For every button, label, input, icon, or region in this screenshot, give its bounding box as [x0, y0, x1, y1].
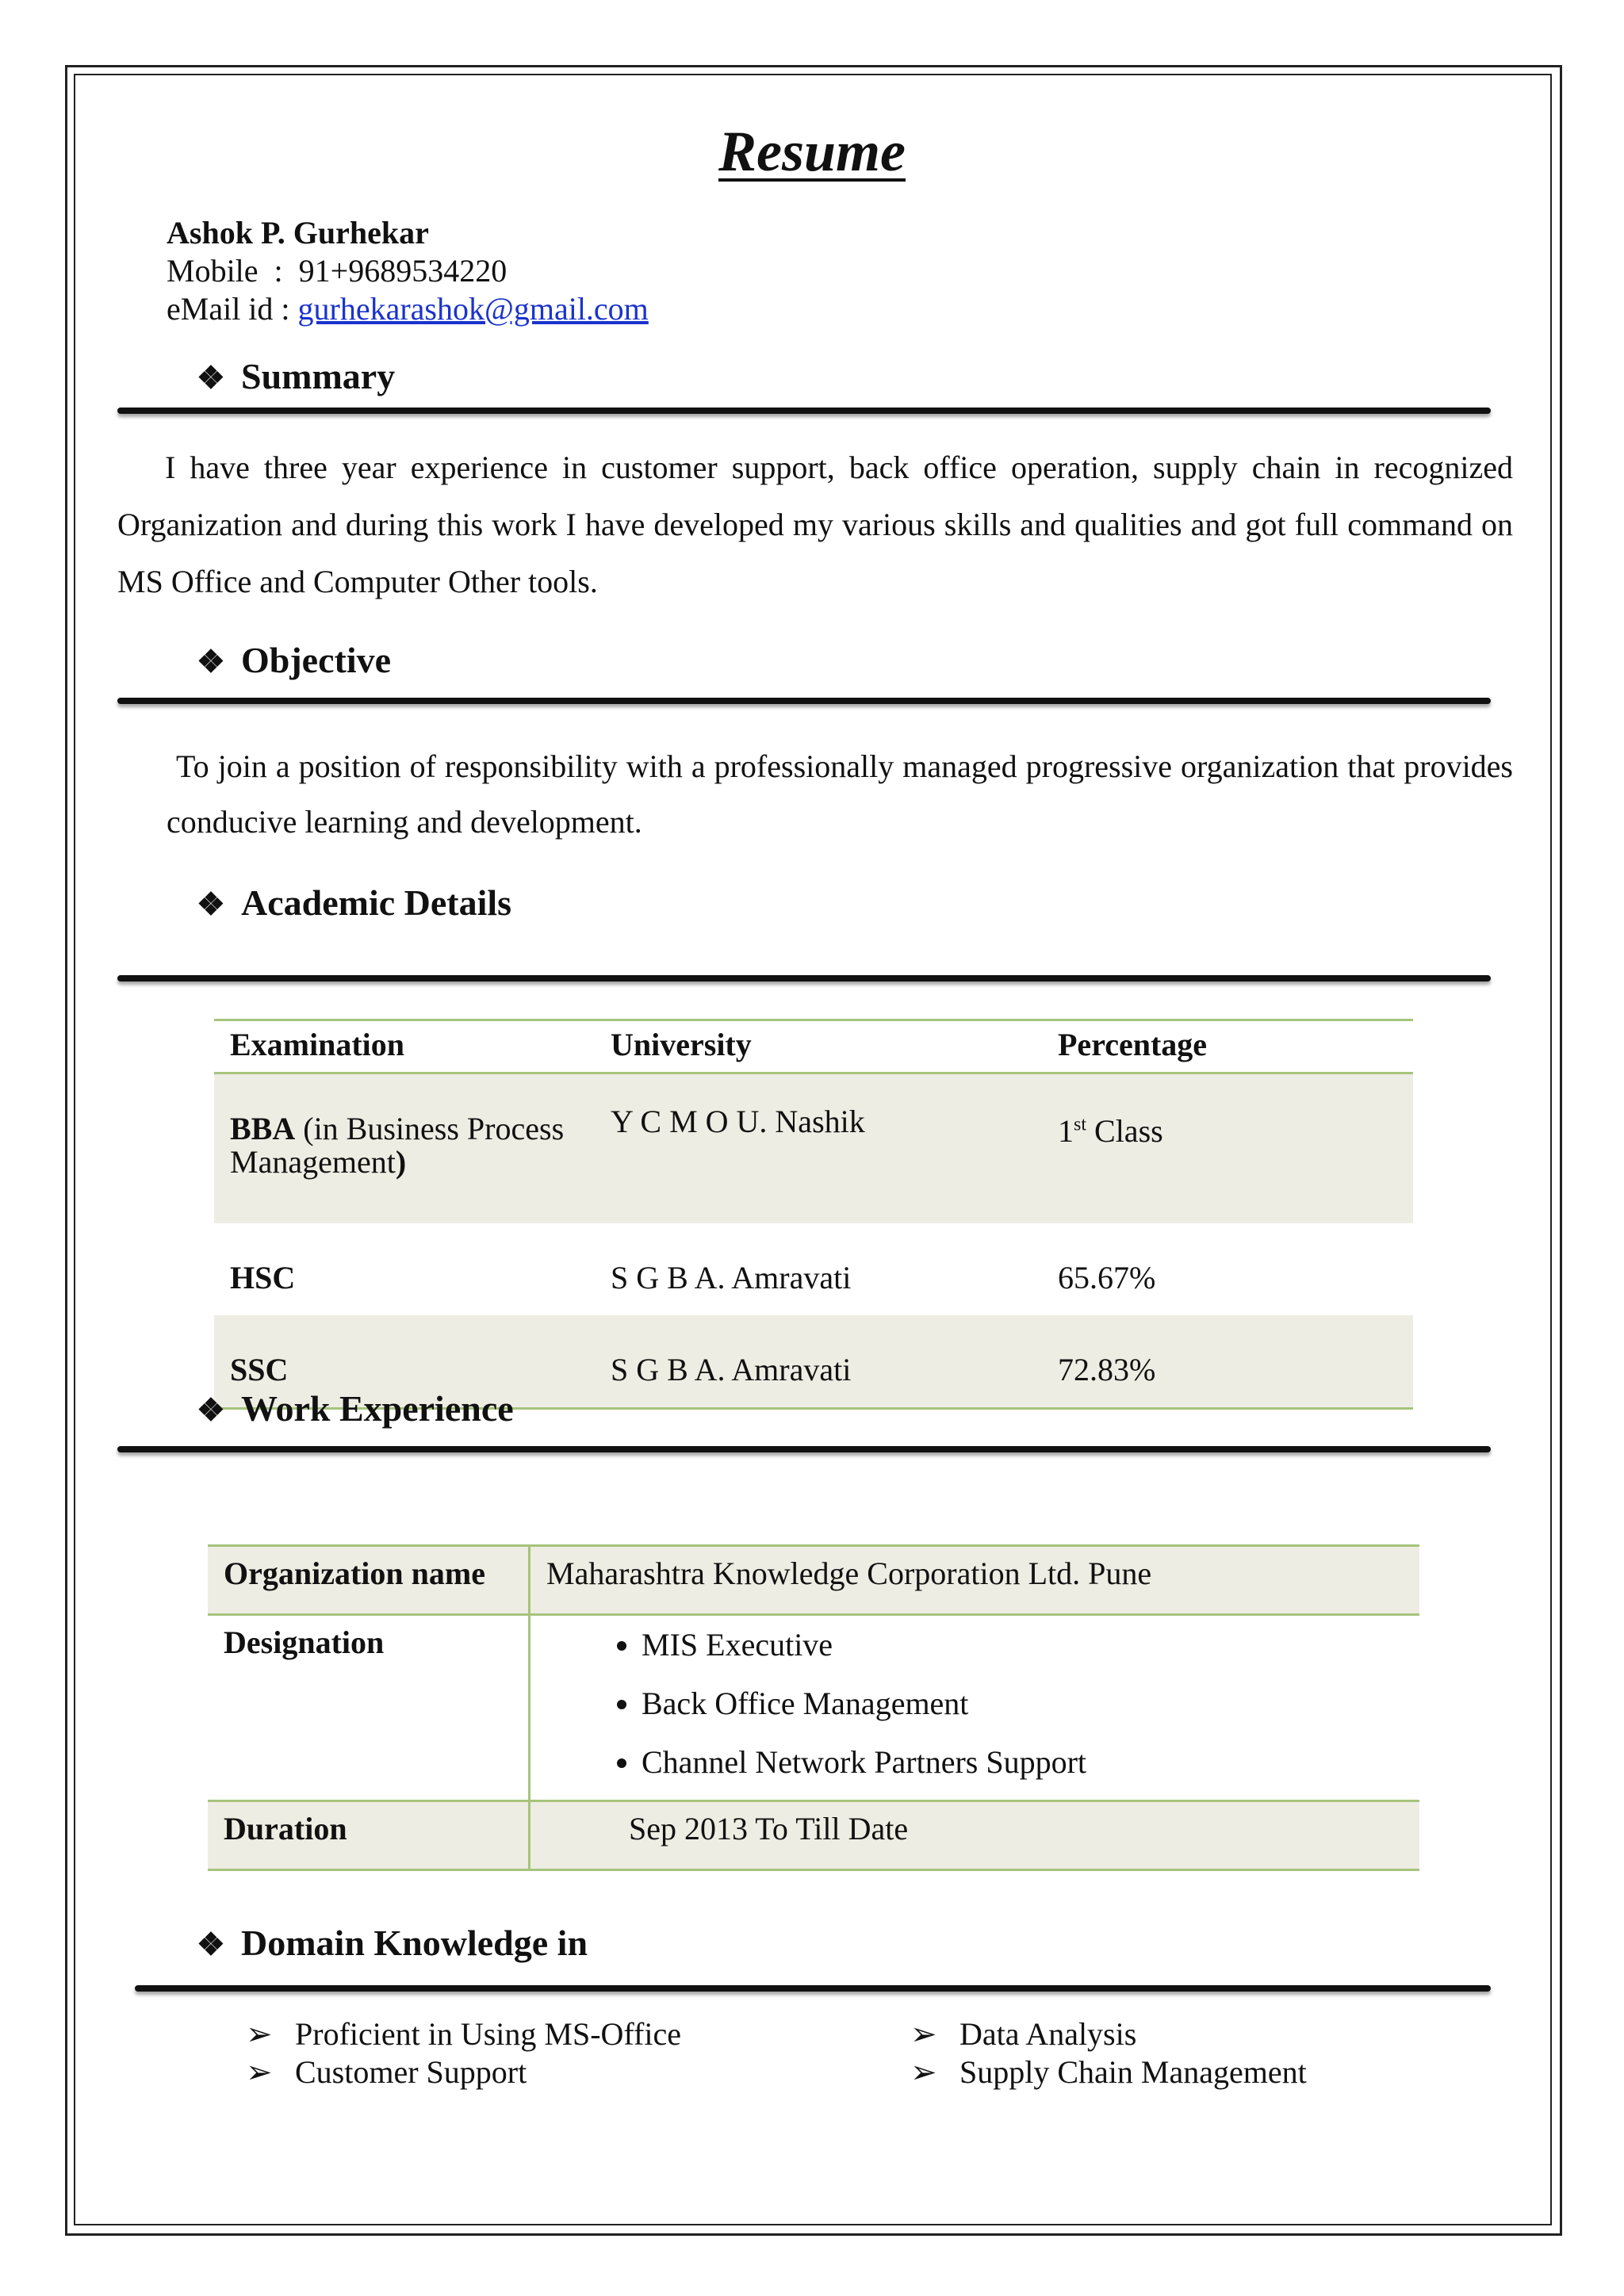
section-divider [117, 698, 1491, 704]
work-experience-table [208, 1544, 1419, 1871]
percentage-suffix: st [1074, 1114, 1087, 1135]
section-divider [117, 1446, 1491, 1452]
section-objective-heading [197, 639, 391, 681]
university-cell: Y C M O U. Nashik [611, 1104, 865, 1139]
domain-item-label: Proficient in Using MS-Office [295, 2016, 681, 2052]
org-label: Organization name [208, 1546, 530, 1615]
exam-name: BBA [230, 1111, 296, 1146]
org-value: Maharashtra Knowledge Corporation Ltd. Pune [530, 1546, 1420, 1615]
list-item [246, 2015, 681, 2053]
section-domain-title: Domain Knowledge in [241, 1923, 588, 1963]
exam-name: HSC [230, 1259, 296, 1295]
section-work-heading [197, 1387, 514, 1429]
list-item [246, 2053, 527, 2091]
diamond-bullet-icon: ❖ [197, 1392, 225, 1428]
section-summary-heading [197, 355, 395, 397]
table-row [208, 1801, 1419, 1870]
arrow-bullet-icon: ➢ [910, 2016, 937, 2052]
exam-cell [214, 1223, 595, 1315]
column-header-examination: Examination [214, 1020, 595, 1073]
table-row [208, 1546, 1419, 1615]
diamond-bullet-icon: ❖ [197, 1927, 225, 1962]
academic-table [214, 1019, 1413, 1410]
section-divider [135, 1985, 1491, 1992]
summary-text: I have three year experience in customer support, back office operation, supply chain in recognized Organization and during this work I have developed my various skills and qualities and got full command on MS Office and Computer Other tools. [117, 450, 1513, 599]
designation-cell [530, 1615, 1420, 1801]
designation-label: Designation [208, 1615, 530, 1801]
domain-item-label: Data Analysis [959, 2016, 1137, 2052]
objective-text: To join a position of responsibility with a professionally managed progressive organization that provides conducive learning and development. [167, 748, 1513, 840]
diamond-bullet-icon: ❖ [197, 644, 225, 679]
arrow-bullet-icon: ➢ [246, 2016, 273, 2052]
exam-cell [214, 1073, 595, 1224]
column-header-university: University [595, 1020, 1042, 1073]
email-link[interactable]: gurhekarashok@gmail.com [297, 291, 649, 327]
email-label: eMail id : [167, 291, 298, 327]
table-row [214, 1223, 1413, 1315]
designation-list [546, 1616, 1404, 1792]
table-row [208, 1615, 1419, 1801]
mobile-number: Mobile : 91+9689534220 [167, 253, 508, 289]
section-academic-title: Academic Details [241, 882, 512, 923]
percentage-cell: 72.83% [1058, 1351, 1156, 1387]
list-item: • MIS Executive [642, 1616, 1404, 1674]
section-summary-title: Summary [241, 356, 396, 396]
column-header-percentage: Percentage [1042, 1020, 1413, 1073]
percentage-value: 1 [1058, 1113, 1074, 1149]
exam-name: SSC [230, 1351, 289, 1387]
percentage-cell [1042, 1073, 1413, 1224]
section-divider [117, 975, 1491, 982]
arrow-bullet-icon: ➢ [246, 2054, 273, 2090]
university-cell: S G B A. Amravati [611, 1259, 852, 1295]
list-item: • Back Office Management [642, 1674, 1404, 1733]
section-domain-heading [197, 1922, 588, 1964]
section-work-title: Work Experience [241, 1388, 514, 1429]
university-cell: S G B A. Amravati [611, 1351, 852, 1387]
diamond-bullet-icon: ❖ [197, 360, 225, 396]
email-line [167, 290, 649, 328]
list-item: • Channel Network Partners Support [642, 1733, 1404, 1792]
domain-item-label: Customer Support [295, 2054, 527, 2090]
exam-detail-close: ) [395, 1144, 407, 1180]
table-row [214, 1073, 1413, 1224]
candidate-name: Ashok P. Gurhekar [167, 215, 429, 251]
arrow-bullet-icon: ➢ [910, 2054, 937, 2090]
exam-detail: (in Business Process Management [230, 1111, 573, 1180]
diamond-bullet-icon: ❖ [197, 886, 225, 922]
domain-item-label: Supply Chain Management [959, 2054, 1307, 2090]
section-academic-heading [197, 882, 511, 924]
list-item [910, 2015, 1136, 2053]
percentage-cell: 65.67% [1058, 1259, 1156, 1295]
percentage-unit: Class [1086, 1113, 1163, 1149]
list-item [910, 2053, 1307, 2091]
table-header-row [214, 1020, 1413, 1073]
duration-value: Sep 2013 To Till Date [530, 1801, 1420, 1870]
section-divider [117, 408, 1491, 414]
page-title: Resume [718, 120, 906, 183]
duration-label: Duration [208, 1801, 530, 1870]
section-objective-title: Objective [241, 640, 392, 680]
